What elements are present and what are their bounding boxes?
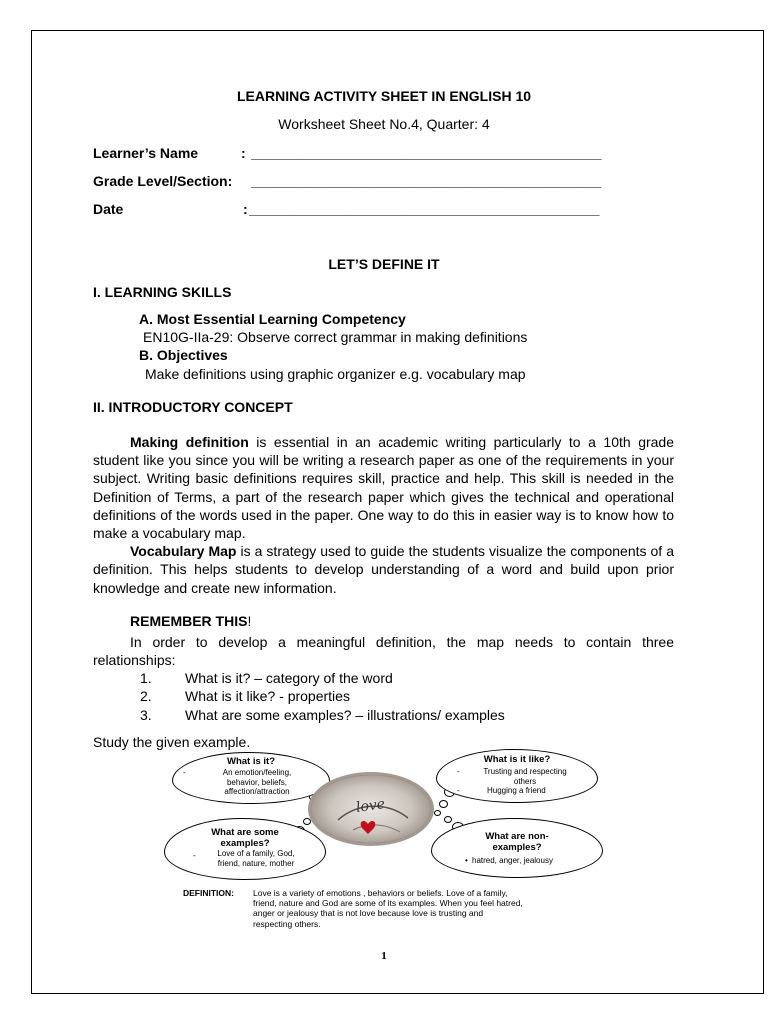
definition-label: DEFINITION: bbox=[183, 888, 234, 898]
lesson-title: LET’S DEFINE IT bbox=[328, 256, 440, 272]
cloud-line: friend, nature, mother bbox=[217, 858, 295, 868]
cloud-line: An emotion/feeling, bbox=[222, 768, 292, 777]
cloud-line: Trusting and respecting bbox=[483, 767, 567, 776]
definition-block bbox=[183, 888, 613, 929]
objectives-heading: B. Objectives bbox=[139, 347, 228, 363]
bullet: - bbox=[457, 786, 460, 795]
term-making-definition: Making definition bbox=[130, 434, 249, 450]
list-item bbox=[140, 670, 393, 686]
list-text: What is it? – category of the word bbox=[185, 670, 393, 686]
definition-line: anger or jealousy that is not love because love is trusting and bbox=[253, 908, 484, 919]
worksheet-subtitle: Worksheet Sheet No.4, Quarter: 4 bbox=[278, 116, 490, 132]
competency-text: EN10G-IIa-29: Observe correct grammar in making definitions bbox=[143, 329, 528, 345]
field-separator: : bbox=[241, 145, 246, 161]
list-item bbox=[140, 688, 350, 704]
worksheet-title: LEARNING ACTIVITY SHEET IN ENGLISH 10 bbox=[236, 88, 532, 104]
paragraph-text: is essential in an academic writing particularly to a 10th grade student like you since you will be writing a research paper as one of the requirements in your subject. Writing basic definitions requires skill, practice and help. This skill is needed in the Definition of Terms, a part of the research paper which gives the technical and operational definitions of the words used in the paper. One way to do this in easier way is to know how to make a vocabulary map. bbox=[93, 434, 674, 542]
study-example-text: Study the given example. bbox=[93, 734, 251, 750]
cloud-title-line: examples? bbox=[220, 838, 270, 849]
remember-bang: ! bbox=[247, 613, 252, 629]
picture-word: love bbox=[355, 796, 387, 816]
blank-line: _____________________________________________ bbox=[249, 201, 600, 217]
list-item bbox=[140, 707, 505, 723]
cloud-title-line: What are non- bbox=[485, 831, 549, 842]
list-text: What are some examples? – illustrations/ examples bbox=[185, 707, 505, 723]
date-field[interactable] bbox=[93, 201, 600, 217]
cloud-line: Love of a family, God, bbox=[217, 849, 295, 858]
remember-intro-text: In order to develop a meaningful definition, the map needs to contain three relationships: bbox=[93, 634, 674, 669]
definition-line: respecting others. bbox=[253, 918, 321, 929]
cloud-line: hatred, anger, jealousy bbox=[472, 856, 553, 865]
field-separator: : bbox=[243, 201, 248, 217]
bullet: • bbox=[465, 856, 468, 865]
cloud-line: behavior, beliefs, bbox=[226, 777, 288, 787]
blank-line: _____________________________________________ bbox=[251, 145, 602, 161]
definition-text bbox=[253, 888, 609, 929]
cloud-line: affection/attraction bbox=[224, 787, 290, 796]
blank-line: _____________________________________________ bbox=[251, 173, 602, 189]
learner-name-field[interactable] bbox=[93, 145, 602, 161]
definition-line: Love is a variety of emotions , behaviors or beliefs. Love of a family, bbox=[253, 888, 508, 898]
bullet: - bbox=[183, 768, 186, 777]
intro-paragraphs bbox=[93, 433, 674, 597]
cloud-line: Hugging a friend bbox=[487, 786, 546, 795]
list-number: 3. bbox=[140, 707, 152, 723]
list-text: What is it like? - properties bbox=[185, 688, 350, 704]
cloud-title: What is it? bbox=[226, 756, 276, 767]
competency-heading: A. Most Essential Learning Competency bbox=[139, 311, 406, 327]
bullet: - bbox=[193, 851, 196, 860]
field-label: Learner’s Name bbox=[93, 145, 199, 161]
list-number: 1. bbox=[140, 670, 152, 686]
cloud-title-line: What are some bbox=[211, 827, 279, 838]
paragraph-making-definition bbox=[93, 433, 674, 542]
bullet: - bbox=[457, 767, 460, 776]
section-introductory-concept: II. INTRODUCTORY CONCEPT bbox=[93, 399, 293, 415]
page-number: 1 bbox=[381, 950, 387, 962]
definition-line: friend, nature and God are some of its examples. When you feel hatred, bbox=[253, 898, 523, 909]
grade-section-field[interactable] bbox=[93, 173, 602, 189]
list-number: 2. bbox=[140, 688, 152, 704]
field-label: Date bbox=[93, 201, 124, 217]
remember-heading bbox=[130, 613, 251, 629]
objectives-text: Make definitions using graphic organizer e.g. vocabulary map bbox=[145, 366, 526, 382]
cloud-title: What is it like? bbox=[483, 754, 551, 765]
term-vocabulary-map: Vocabulary Map bbox=[130, 543, 237, 560]
remember-heading-text: REMEMBER THIS bbox=[130, 613, 248, 629]
cloud-title-line: examples? bbox=[492, 842, 542, 853]
field-label: Grade Level/Section: bbox=[93, 173, 233, 189]
paragraph-text: is a strategy used to guide the students visualize the components of a definition. This helps students to develop understanding of a word and build upon prior knowledge and create new information. bbox=[93, 543, 674, 596]
section-learning-skills: I. LEARNING SKILLS bbox=[93, 284, 232, 300]
cloud-line: others bbox=[513, 776, 537, 786]
paragraph-vocabulary-map bbox=[93, 542, 674, 597]
remember-intro bbox=[93, 633, 674, 669]
